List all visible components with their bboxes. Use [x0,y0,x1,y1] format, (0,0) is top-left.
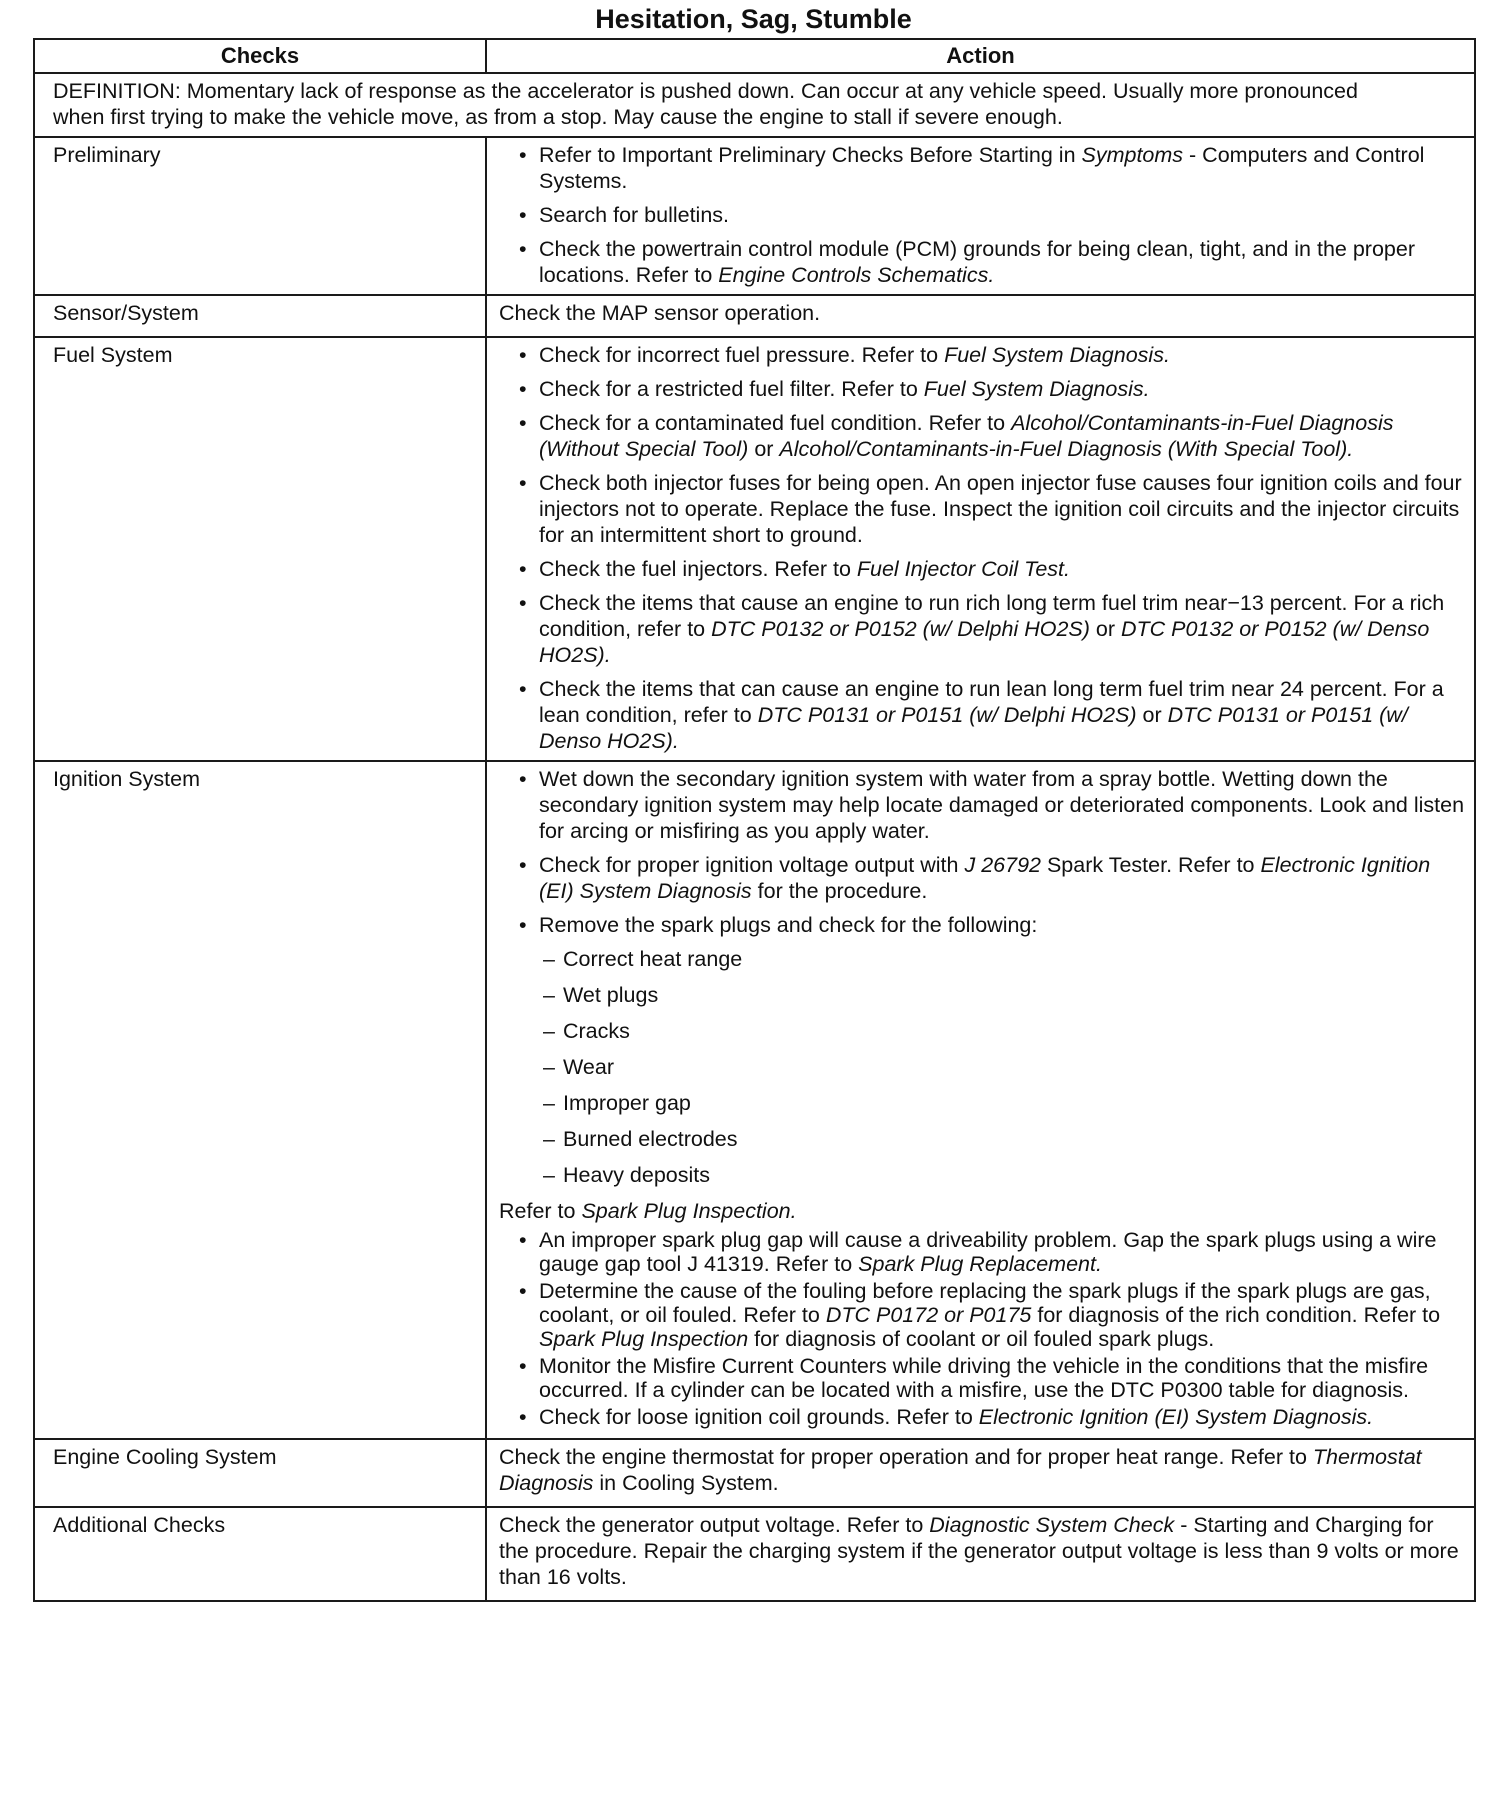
header-row [34,39,1475,73]
reference-text: Spark Plug Inspection. [581,1198,797,1223]
table-row [34,137,1475,295]
action-column-header: Action [486,39,1475,73]
text-run: Refer to [499,1198,582,1223]
table-row [34,1507,1475,1601]
bullet-item [499,676,1466,754]
bullet-list [499,342,1466,754]
sub-item: – Wear [539,1054,1466,1080]
table-row [34,1439,1475,1507]
check-cell-additional-checks: Additional Checks [34,1507,486,1601]
bullet-item [499,142,1466,194]
text-run: or [1136,702,1168,727]
bullet-item [499,766,1466,844]
action-text [499,300,1466,326]
bullet-item [499,342,1466,368]
bullet-item [499,410,1466,462]
text-run: Monitor the Misfire Current Counters while driving the vehicle in the conditions that the misfire occurred. If a cylinder can be located with a misfire, use the DTC P0300 table for diagnosis. [539,1354,1429,1403]
sub-item: – Improper gap [539,1090,1466,1116]
text-run: or [748,436,780,461]
sub-item: – Heavy deposits [539,1162,1466,1188]
reference-text: Symptoms [1081,142,1184,167]
reference-text: Thermostat Diagnosis [499,1445,1422,1496]
action-text [499,1444,1466,1496]
text-run: Check for proper ignition voltage output with [539,852,965,877]
action-cell [486,337,1475,761]
text-run: Spark Tester. Refer to [1040,852,1261,877]
text-run: Check the items that cause an engine to run rich long term fuel trim near−13 percent. For a rich condition, refer to [539,590,1445,641]
action-cell [486,761,1475,1440]
bullet-item [499,590,1466,668]
text-run: for the procedure. [751,878,928,903]
text-run: or [1089,616,1121,641]
bullet-item [499,470,1466,548]
reference-text: Diagnostic System Check [929,1513,1175,1538]
action-cell [486,1507,1475,1601]
action-cell [486,295,1475,337]
text-run: Check the MAP sensor operation. [499,300,821,325]
text-run: Wet down the secondary ignition system with water from a spray bottle. Wetting down the secondary ignition system may help locate damaged or deteriorated components. Look and listen for arcing or misfiring as you apply water. [539,766,1465,843]
text-run: Check the generator output voltage. Refer to [499,1513,930,1538]
bullet-list [499,1228,1466,1430]
reference-text: Electronic Ignition (EI) System Diagnosis [539,852,1431,903]
table-header [34,39,1475,73]
reference-text: Spark Plug Inspection [539,1326,749,1351]
reference-text: Alcohol/Contaminants-in-Fuel Diagnosis (Without Special Tool) [539,410,1394,461]
reference-text: Fuel System Diagnosis. [944,342,1170,367]
definition-cell: DEFINITION: Momentary lack of response as the accelerator is pushed down. Can occur at any vehicle speed. Usually more pronounced when first trying to make the vehicle move, as from a stop. May cause the engine to stall if severe enough. [34,73,1475,137]
reference-text: DTC P0132 or P0152 (w/ Delphi HO2S) [711,616,1090,641]
reference-text: Spark Plug Replacement. [858,1251,1102,1276]
reference-text: DTC P0131 or P0151 (w/ Denso HO2S). [539,702,1408,753]
bullet-item [499,1354,1466,1402]
check-cell-preliminary: Preliminary [34,137,486,295]
sub-item: – Cracks [539,1018,1466,1044]
text-run: for diagnosis of coolant or oil fouled spark plugs. [748,1326,1215,1351]
bullet-item [499,236,1466,288]
reference-text: Fuel System Diagnosis. [923,376,1150,401]
sub-item: – Correct heat range [539,946,1466,972]
bullet-list [499,766,1466,1188]
text-run: An improper spark plug gap will cause a driveability problem. Gap the spark plugs using a wire gauge gap tool J 41319. Refer to [539,1227,1437,1276]
text-run: Check the engine thermostat for proper operation and for proper heat range. Refer to [499,1445,1313,1470]
text-run: Remove the spark plugs and check for the following: [539,912,1038,937]
text-run: - Starting and Charging for the procedure. Repair the charging system if the generator output voltage is less than 9 volts or more than 16 volts. [499,1513,1459,1590]
action-text [499,1512,1466,1590]
text-run: in Cooling System. [593,1471,779,1496]
diagnostic-table [33,38,1476,1602]
text-run: Check for a restricted fuel filter. Refer to [539,376,924,401]
sub-item: – Wet plugs [539,982,1466,1008]
reference-text: DTC P0132 or P0152 (w/ Denso HO2S). [539,616,1430,667]
reference-text: DTC P0131 or P0151 (w/ Delphi HO2S) [757,702,1137,727]
bullet-item [499,556,1466,582]
reference-text: Electronic Ignition (EI) System Diagnosis. [978,1405,1374,1430]
action-cell [486,137,1475,295]
action-cell [486,1439,1475,1507]
reference-text: DTC P0172 or P0175 [825,1302,1032,1327]
check-cell-sensor-system: Sensor/System [34,295,486,337]
check-cell-ignition-system: Ignition System [34,761,486,1440]
sub-item: – Burned electrodes [539,1126,1466,1152]
text-run: Check the powertrain control module (PCM) grounds for being clean, tight, and in the proper locations. Refer to [539,236,1415,287]
bullet-list [499,142,1466,288]
action-text [499,1198,1466,1224]
text-run: for diagnosis of the rich condition. Refer to [1031,1302,1441,1327]
checks-column-header: Checks [34,39,486,73]
text-run: Check the items that can cause an engine to run lean long term fuel trim near 24 percent. For a lean condition, refer to [539,676,1444,727]
text-run: Check both injector fuses for being open. An open injector fuse causes four ignition coils and four injectors not to operate. Replace the fuse. Inspect the ignition coil circuits and the injector circuits for an intermittent short to ground. [539,470,1462,547]
check-cell-engine-cooling-system: Engine Cooling System [34,1439,486,1507]
reference-text: Alcohol/Contaminants-in-Fuel Diagnosis (With Special Tool). [779,436,1354,461]
table-row [34,337,1475,761]
bullet-item [499,852,1466,904]
text-run: Determine the cause of the fouling before replacing the spark plugs if the spark plugs are gas, coolant, or oil fouled. Refer to [539,1278,1431,1327]
definition-row [34,73,1475,137]
sub-list [539,946,1466,1188]
text-run: Check for a contaminated fuel condition. Refer to [539,410,1012,435]
text-run: - Computers and Control Systems. [539,142,1425,193]
reference-text: Fuel Injector Coil Test. [856,556,1070,581]
bullet-item [499,376,1466,402]
check-cell-fuel-system: Fuel System [34,337,486,761]
bullet-item [499,912,1466,1188]
bullet-item [499,1405,1466,1429]
table-row [34,295,1475,337]
text-run: Check the fuel injectors. Refer to [539,556,857,581]
bullet-item [499,1279,1466,1351]
table-body [34,73,1475,1602]
page-title: Hesitation, Sag, Stumble [595,4,912,34]
text-run: Check for incorrect fuel pressure. Refer to [539,342,945,367]
text-run: Search for bulletins. [539,202,730,227]
reference-text: Engine Controls Schematics. [718,262,995,287]
table-row [34,761,1475,1440]
bullet-item [499,202,1466,228]
reference-text: J 26792 [964,852,1041,877]
bullet-item [499,1228,1466,1276]
document-page [33,0,1474,1602]
text-run: Check for loose ignition coil grounds. Refer to [539,1405,979,1430]
text-run: Refer to Important Preliminary Checks Before Starting in [539,142,1082,167]
